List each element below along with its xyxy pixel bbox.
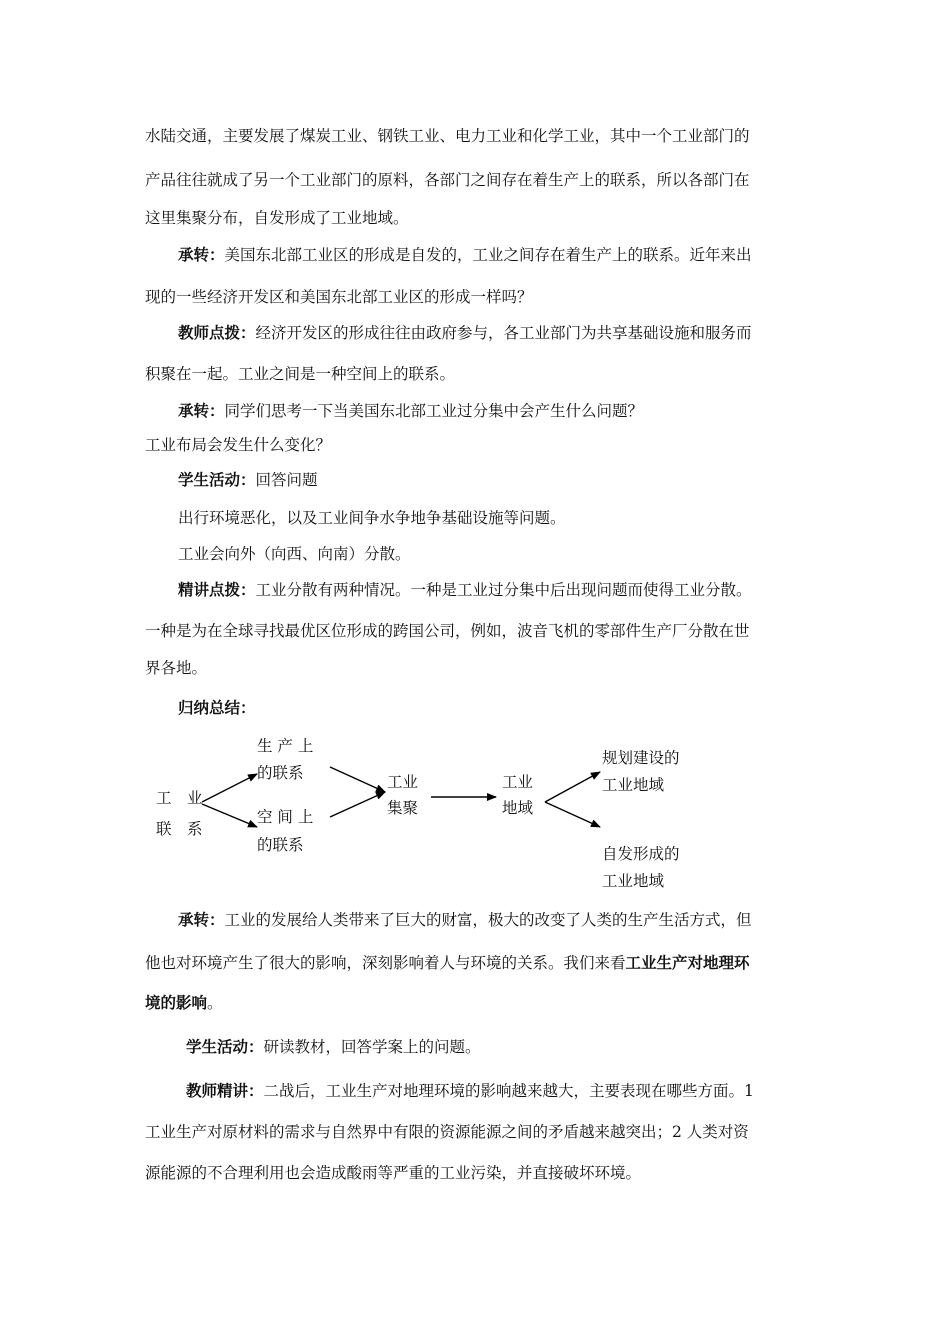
diagram-spontaneous-line1: 自发形成的 (602, 845, 680, 863)
arrow-root-to-production (202, 774, 257, 802)
arrow-region-to-planned (545, 772, 600, 802)
student-activity-paragraph (186, 1037, 481, 1057)
paragraph-line: 工业布局会发生什么变化？ (145, 436, 332, 454)
answer-line: 出行环境恶化，以及工业间争水争地争基础设施等问题。 (178, 509, 566, 527)
transition-paragraph (178, 910, 752, 930)
diagram-spontaneous-line2: 工业地域 (602, 872, 665, 890)
lecture-hint-text: 工业分散有两种情况。一种是工业过分集中后出现问题而使得工业分散。 (255, 581, 752, 599)
paragraph-line: 工业生产对原材料的需求与自然界中有限的资源能源之间的矛盾越来越突出；2 人类对资 (145, 1123, 749, 1141)
diagram-spatial-line2: 的联系 (257, 836, 304, 854)
transition-text: 同学们思考一下当美国东北部工业过分集中会产生什么问题？ (224, 402, 644, 420)
paragraph-line: 这里集聚分布，自发形成了工业地域。 (145, 209, 409, 227)
diagram-planned-line1: 规划建设的 (602, 749, 680, 767)
paragraph-line: 现的一些经济开发区和美国东北部工业区的形成一样吗？ (145, 288, 533, 306)
student-activity-text: 回答问题 (255, 471, 318, 489)
transition-label: 承转： (178, 911, 225, 929)
paragraph-line: 产品往往就成了另一个工业部门的原料，各部门之间存在着生产上的联系，所以各部门在 (145, 171, 750, 189)
paragraph-line (145, 993, 223, 1013)
teacher-lecture-paragraph (186, 1081, 754, 1101)
transition-text: 。 (207, 994, 223, 1012)
transition-text: 工业的发展给人类带来了巨大的财富，极大的改变了人类的生产生活方式，但 (224, 911, 752, 929)
paragraph-line: 水陆交通，主要发展了煤炭工业、钢铁工业、电力工业和化学工业，其中一个工业部门的 (145, 127, 750, 145)
transition-label: 承转： (178, 402, 225, 420)
arrow-spatial-to-agglomeration (330, 792, 385, 817)
teacher-lecture-text: 二战后，工业生产对地理环境的影响越来越大，主要表现在哪些方面。1 (263, 1082, 754, 1100)
diagram-root-line2: 联 系 (156, 820, 203, 838)
student-activity-text: 研读教材，回答学案上的问题。 (263, 1038, 481, 1056)
arrow-production-to-agglomeration (330, 767, 385, 792)
student-activity-label: 学生活动： (186, 1038, 264, 1056)
emphasis-text: 工业生产对地理环 (625, 954, 750, 972)
transition-text: 他也对环境产生了很大的影响，深刻影响着人与环境的关系。我们来看 (145, 954, 626, 972)
paragraph-line: 一种是为在全球寻找最优区位形成的跨国公司，例如，波音飞机的零部件生产厂分散在世 (145, 622, 750, 640)
arrow-region-to-spontaneous (545, 802, 600, 827)
transition-text: 美国东北部工业区的形成是自发的，工业之间存在着生产上的联系。近年来出 (224, 246, 752, 264)
diagram-production-line2: 的联系 (257, 764, 304, 782)
transition-label: 承转： (178, 246, 225, 264)
student-activity-label: 学生活动： (178, 471, 256, 489)
teacher-hint-label: 教师点拨： (178, 324, 256, 342)
paragraph-line (145, 953, 750, 973)
diagram-region-line2: 地域 (502, 799, 534, 817)
paragraph-line: 界各地。 (145, 659, 208, 677)
diagram-root-line1: 工 业 (156, 789, 203, 807)
diagram-planned-line2: 工业地域 (602, 776, 665, 794)
diagram-production-line1: 生 产 上 (257, 737, 314, 755)
diagram-agglomeration-line1: 工业 (387, 773, 419, 791)
lecture-hint-label: 精讲点拨： (178, 581, 256, 599)
paragraph-line: 源能源的不合理利用也会造成酸雨等严重的工业污染，并直接破坏环境。 (145, 1164, 642, 1182)
diagram-spatial-line1: 空 间 上 (257, 808, 314, 826)
summary-label: 归纳总结： (178, 699, 256, 717)
diagram-region-line1: 工业 (502, 773, 534, 791)
paragraph-line: 积聚在一起。工业之间是一种空间上的联系。 (145, 365, 456, 383)
teacher-hint-text: 经济开发区的形成往往由政府参与，各工业部门为共享基础设施和服务而 (255, 324, 752, 342)
arrow-root-to-spatial (202, 804, 257, 827)
answer-line: 工业会向外（向西、向南）分散。 (178, 545, 411, 563)
emphasis-text: 境的影响 (145, 994, 208, 1012)
teacher-lecture-label: 教师精讲： (186, 1082, 264, 1100)
diagram-agglomeration-line2: 集聚 (387, 799, 419, 817)
